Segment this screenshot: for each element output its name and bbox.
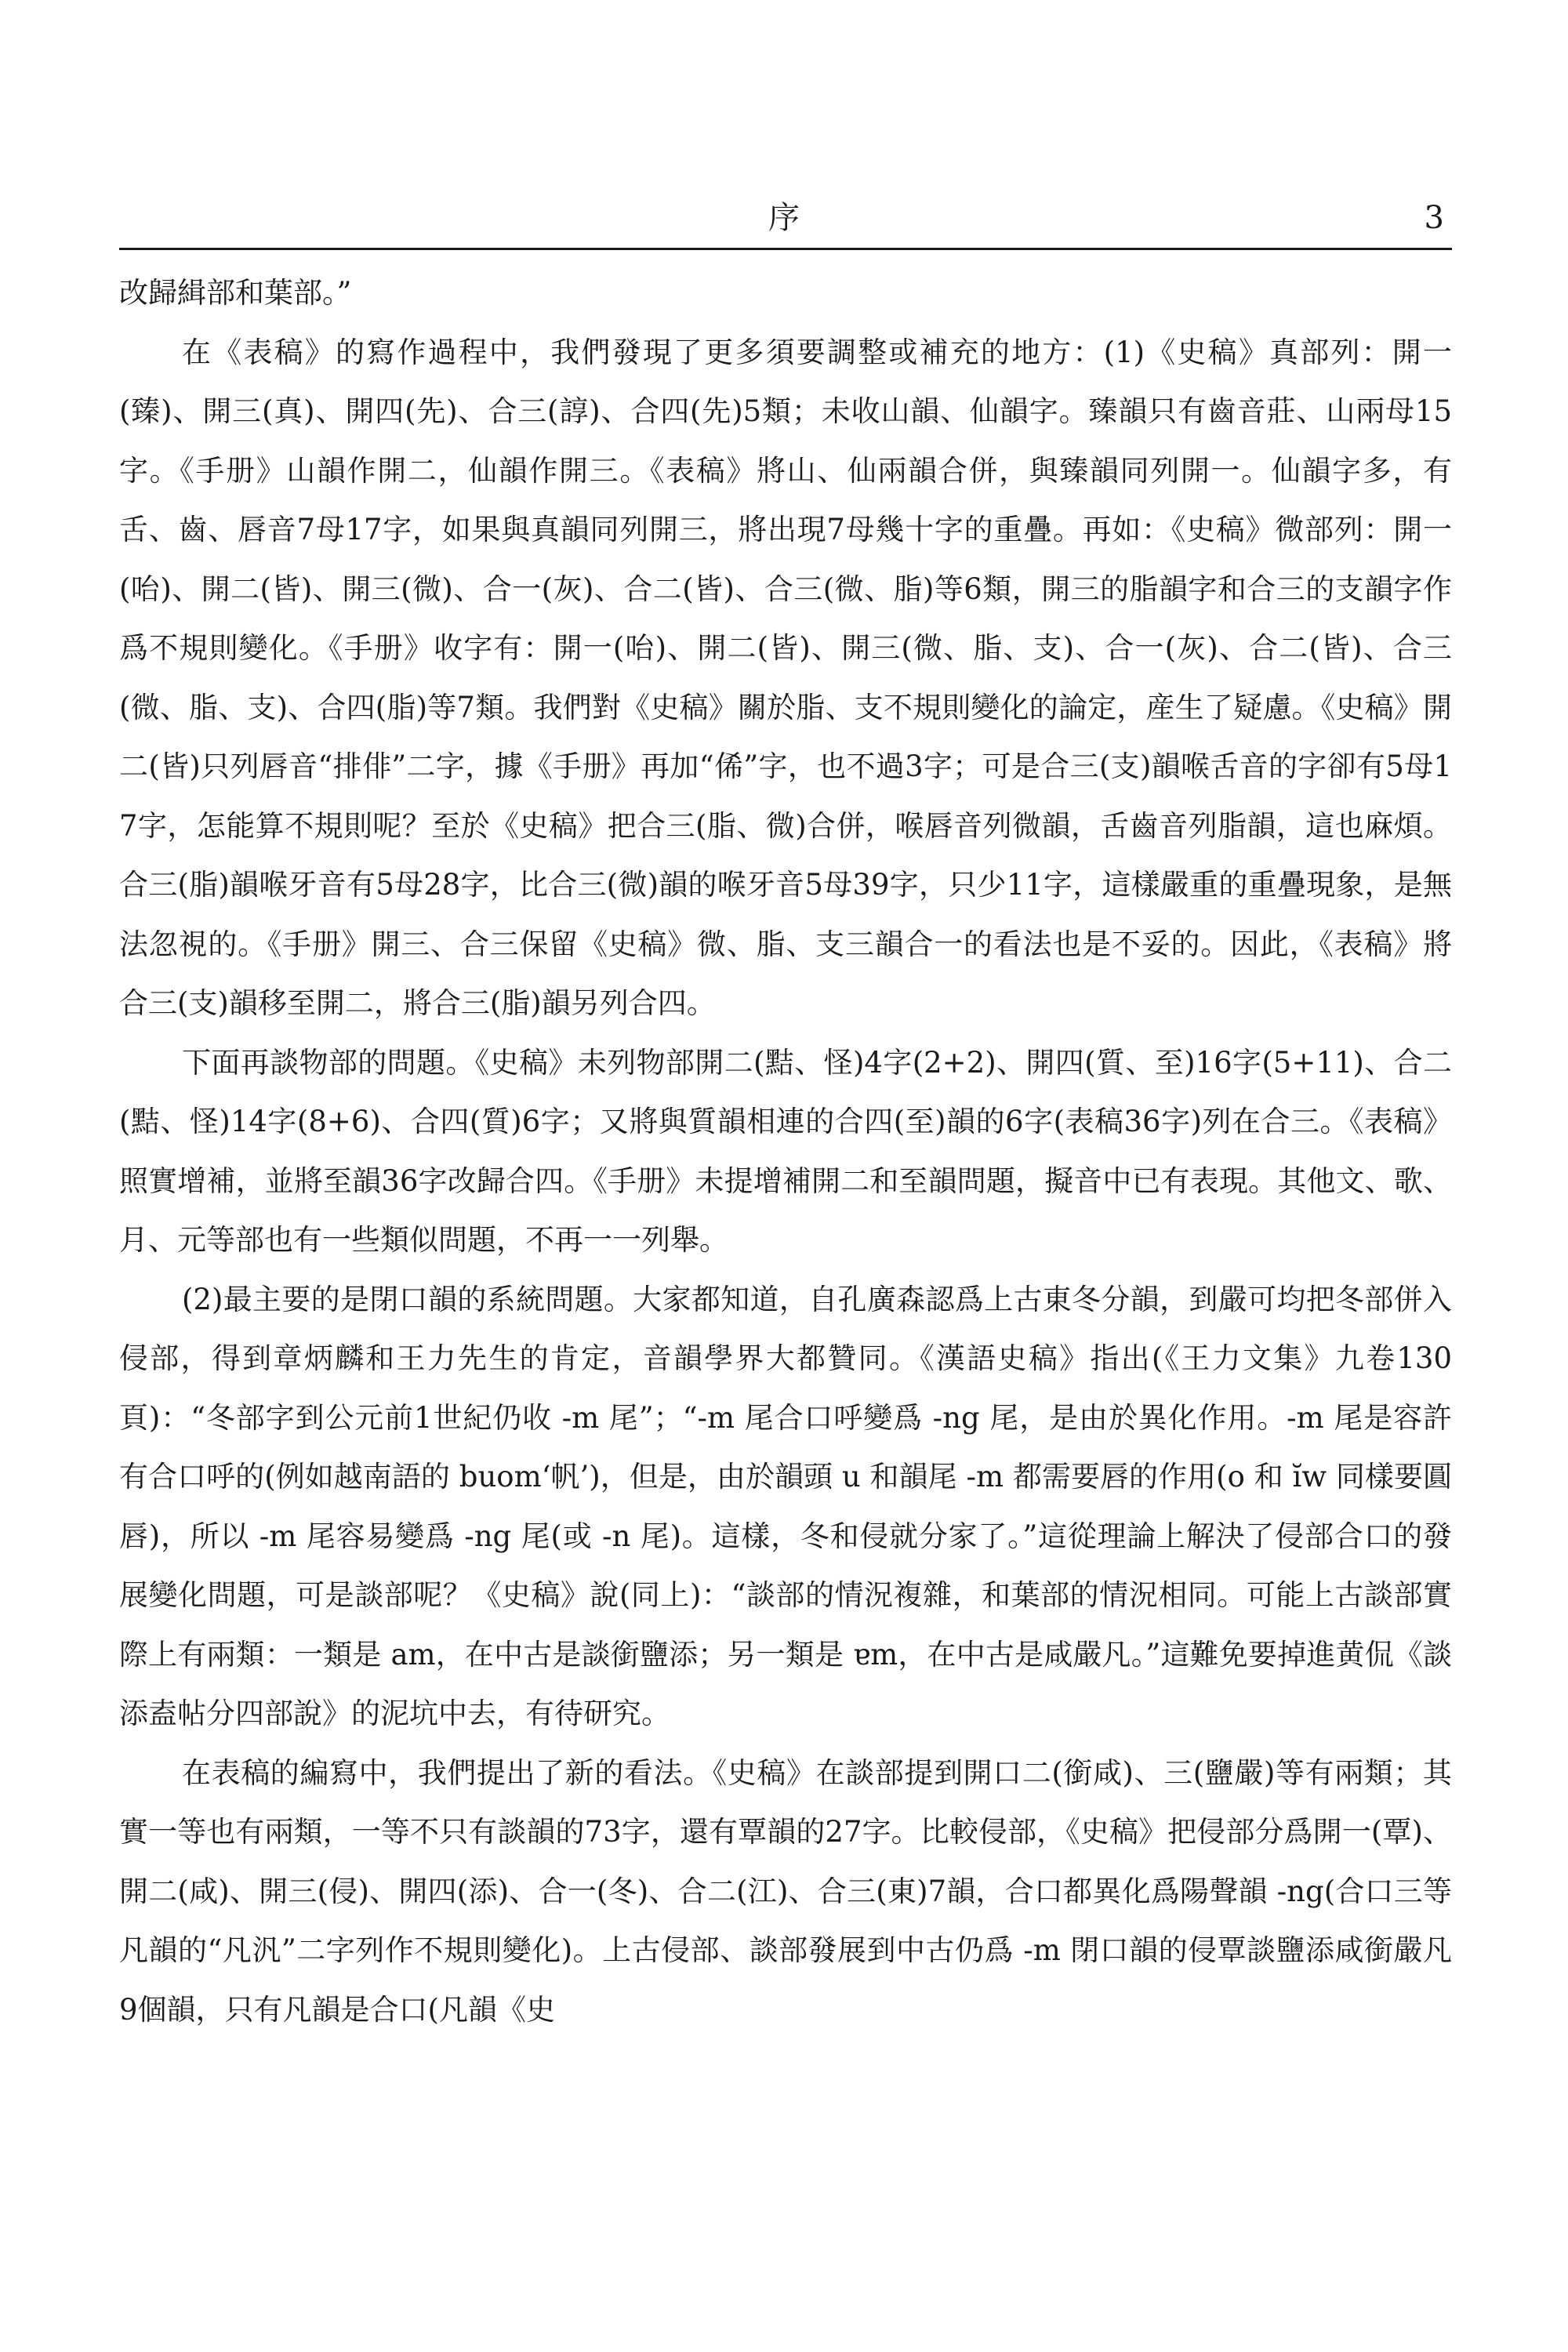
paragraph: 下面再談物部的問題。《史稿》未列物部開二(黠、怪)4字(2+2)、開四(質、至)16字(5+11)、合二(黠、怪)14字(8+6)、合四(質)6字；又將與質韻相連的合四(至)韻的6字(表稿36字)列在合三。《表稿》照實增補，並將至韻36字改歸合四。《手册》未提增補開二和至韻問題，擬音中已有表現。其他文、歌、月、元等部也有一些類似問題，不再一一列舉。 (119, 1045, 1452, 1257)
paragraph: 改歸緝部和葉部。” (119, 276, 352, 310)
paragraph: (2)最主要的是閉口韻的系統問題。大家都知道，自孔廣森認爲上古東冬分韻，到嚴可均把冬部併入侵部，得到章炳麟和王力先生的肯定，音韻學界大都贊同。《漢語史稿》指出(《王力文集》九卷130頁)：“冬部字到公元前1世紀仍收 -m 尾”；“-m 尾合口呼變爲 -ng 尾，是由於異化作用。-m 尾是容許有合口呼的(例如越南語的 buom‘帆’)，但是，由於韻頭 u 和韻尾 -m 都需要唇的作用(o 和 ĭw 同樣要圓唇)，所以 -m 尾容易變爲 -ng 尾(或 -n 尾)。這樣，冬和侵就分家了。”這從理論上解決了侵部合口的發展變化問題，可是談部呢？《史稿》說(同上)：“談部的情況複雜，和葉部的情況相同。可能上古談部實際上有兩類：一類是 am，在中古是談銜鹽添；另一類是 ɐm，在中古是咸嚴凡。”這難免要掉進黄侃《談添盍帖分四部說》的泥坑中去，有待研究。 (119, 1282, 1452, 1730)
body-text (119, 263, 1452, 2039)
header-rule (119, 248, 1452, 250)
running-header (119, 196, 1452, 243)
paragraph: 在《表稿》的寫作過程中，我們發現了更多須要調整或補充的地方：(1)《史稿》真部列：開一(臻)、開三(真)、開四(先)、合三(諄)、合四(先)5類；未收山韻、仙韻字。臻韻只有齒音莊、山兩母15字。《手册》山韻作開二，仙韻作開三。《表稿》將山、仙兩韻合併，與臻韻同列開一。仙韻字多，有舌、齒、唇音7母17字，如果與真韻同列開三，將出現7母幾十字的重疊。再如：《史稿》微部列：開一(咍)、開二(皆)、開三(微)、合一(灰)、合二(皆)、合三(微、脂)等6類，開三的脂韻字和合三的支韻字作爲不規則變化。《手册》收字有：開一(咍)、開二(皆)、開三(微、脂、支)、合一(灰)、合二(皆)、合三(微、脂、支)、合四(脂)等7類。我們對《史稿》關於脂、支不規則變化的論定，産生了疑慮。《史稿》開二(皆)只列唇音“排俳”二字，據《手册》再加“俙”字，也不過3字；可是合三(支)韻喉舌音的字卻有5母17字，怎能算不規則呢？至於《史稿》把合三(脂、微)合併，喉唇音列微韻，舌齒音列脂韻，這也麻煩。合三(脂)韻喉牙音有5母28字，比合三(微)韻的喉牙音5母39字，只少11字，這樣嚴重的重疊現象，是無法忽視的。《手册》開三、合三保留《史稿》微、脂、支三韻合一的看法也是不妥的。因此，《表稿》將合三(支)韻移至開二，將合三(脂)韻另列合四。 (119, 335, 1452, 1020)
page-number: 3 (1424, 200, 1444, 236)
paragraph: 在表稿的編寫中，我們提出了新的看法。《史稿》在談部提到開口二(銜咸)、三(鹽嚴)等有兩類；其實一等也有兩類，一等不只有談韻的73字，還有覃韻的27字。比較侵部，《史稿》把侵部分爲開一(覃)、開二(咸)、開三(侵)、開四(添)、合一(冬)、合二(江)、合三(東)7韻，合口都異化爲陽聲韻 -ng(合口三等凡韻的“凡汎”二字列作不規則變化)。上古侵部、談部發展到中古仍爲 -m 閉口韻的侵覃談鹽添咸銜嚴凡9個韻，只有凡韻是合口(凡韻《史 (119, 1755, 1452, 2027)
header-title: 序 (768, 200, 803, 236)
